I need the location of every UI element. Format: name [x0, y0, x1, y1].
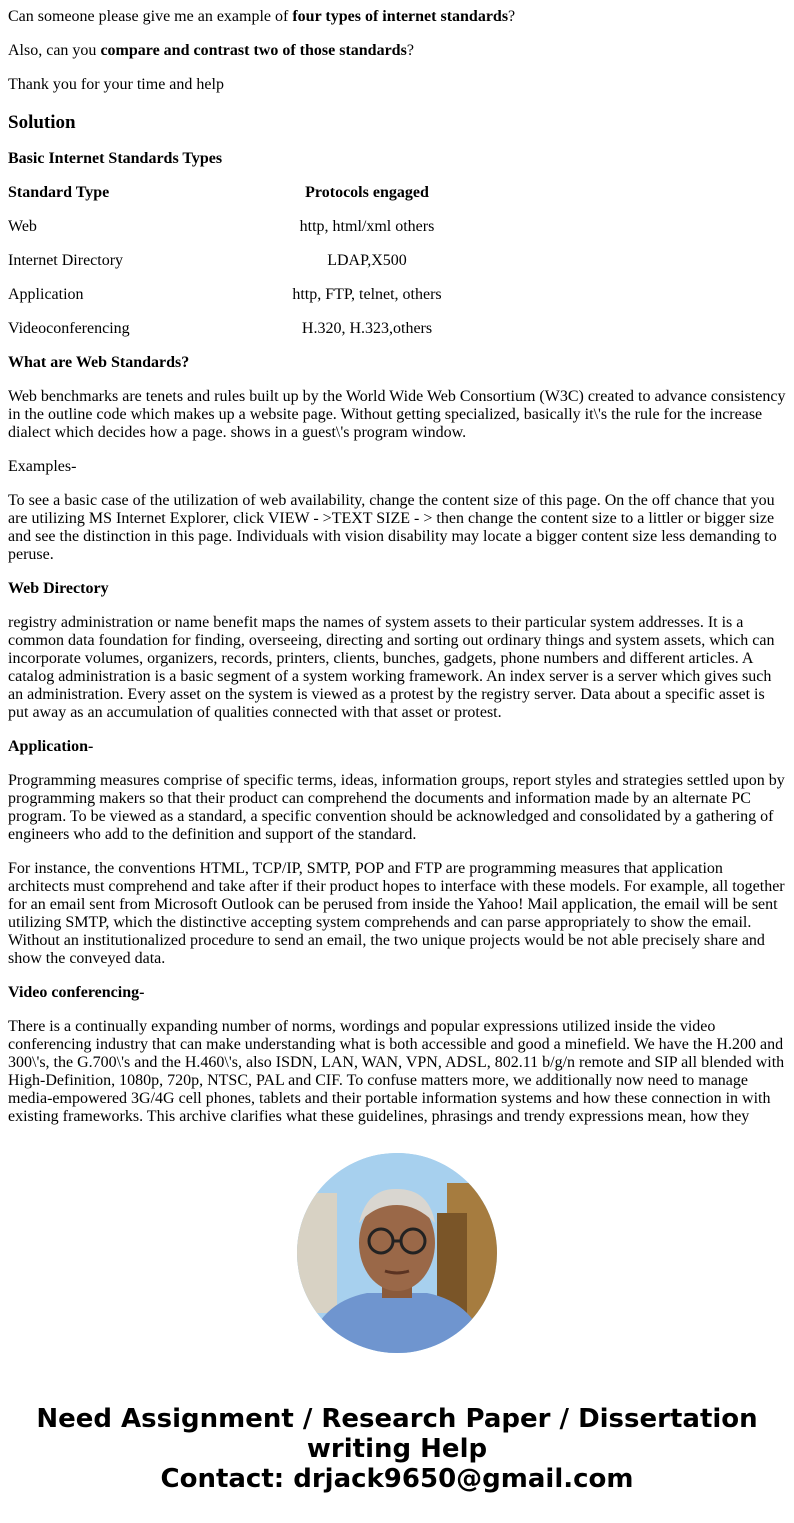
table-header: Standard Type Protocols engaged [8, 184, 429, 201]
web-directory-heading: Web Directory [8, 580, 109, 597]
table-row: Application http, FTP, telnet, others [8, 286, 442, 303]
table-title: Basic Internet Standards Types [8, 150, 223, 167]
author-avatar [297, 1153, 497, 1353]
video-conferencing-heading: Video conferencing- [8, 984, 145, 1001]
directory-paragraph: registry administration or name benefit maps the names of system assets to their particular system addresses. It is a common data foundation for finding, overseeing, directing and sorting out ordinary things and system assets, which can incorporate volumes, organizers, records, printers, clients, bunches, gadgets, phone numbers and different articles. A catalog administration is a basic segment of a system working framework. An index server is a server which gives such an administration. Every asset on the system is viewed as a protest by the registry server. Data about a specific asset is put away as an accumulation of qualities connected with that asset or protest. [8, 614, 775, 721]
solution-heading: Solution [8, 112, 76, 133]
table-row: Web http, html/xml others [8, 218, 435, 235]
video-conferencing-paragraph: There is a continually expanding number of norms, wordings and popular expressions utilized inside the video conferencing industry that can make understanding what is both accessible and good a minefield. We have the H.200 and 300\'s, the G.700\'s and the H.460\'s, also ISDN, LAN, WAN, VPN, ADSL, 802.11 b/g/n remote and SIP all blended with High-Definition, 1080p, 720p, NTSC, PAL and CIF. To confuse matters more, we additionally now need to manage media-empowered 3G/4G cell phones, tablets and their portable information systems and how these connection in with existing frameworks. This archive clarifies what these guidelines, phrasings and trendy expressions mean, how they [8, 1018, 785, 1125]
table-row: Internet Directory LDAP,X500 [8, 252, 407, 269]
application-paragraph-2: For instance, the conventions HTML, TCP/IP, SMTP, POP and FTP are programming measures that application architects must comprehend and take after if their product hopes to interface with these models. For example, all together for an email sent from Microsoft Outlook can be perused from inside the Yahoo! Mail application, the email will be sent utilizing SMTP, which the distinctive accepting system comprehends and can parse appropriately to show the email. Without an institutionalized procedure to send an email, the two unique projects would be not able precisely share and show the conveyed data. [8, 860, 785, 967]
question-line-1: Can someone please give me an example of four types of internet standards? [8, 8, 516, 25]
examples-label: Examples- [8, 458, 77, 475]
web-paragraph-1: Web benchmarks are tenets and rules built up by the World Wide Web Consortium (W3C) created to advance consistency in the outline code which makes up a website page. Without getting specialized, basically it\'s the rule for the increase dialect which decides how a page. shows in a guest\'s program window. [8, 388, 786, 441]
application-heading: Application- [8, 738, 94, 755]
web-paragraph-2: To see a basic case of the utilization of web availability, change the content size of this page. On the off chance that you are utilizing MS Internet Explorer, click VIEW - >TEXT SIZE - > then change the content size to a littler or bigger size and see the distinction in this page. Individuals with vision disability may locate a bigger content size less demanding to peruse. [8, 492, 777, 563]
contact-footer: Need Assignment / Research Paper / Dissertation writing Help Contact: drjack9650@gmail.com [36, 1404, 758, 1494]
question-line-3: Thank you for your time and help [8, 76, 224, 93]
table-row: Videoconferencing H.320, H.323,others [8, 320, 433, 337]
person-photo-icon [297, 1153, 497, 1353]
web-standards-heading: What are Web Standards? [8, 354, 190, 371]
question-line-2: Also, can you compare and contrast two of those standards? [8, 42, 414, 59]
application-paragraph-1: Programming measures comprise of specific terms, ideas, information groups, report styles and strategies settled upon by programming makers so that their product can comprehend the documents and information made by an alternate PC program. To be viewed as a standard, a specific convention should be acknowledged and consolidated by a gathering of engineers who add to the definition and support of the standard. [8, 772, 785, 843]
